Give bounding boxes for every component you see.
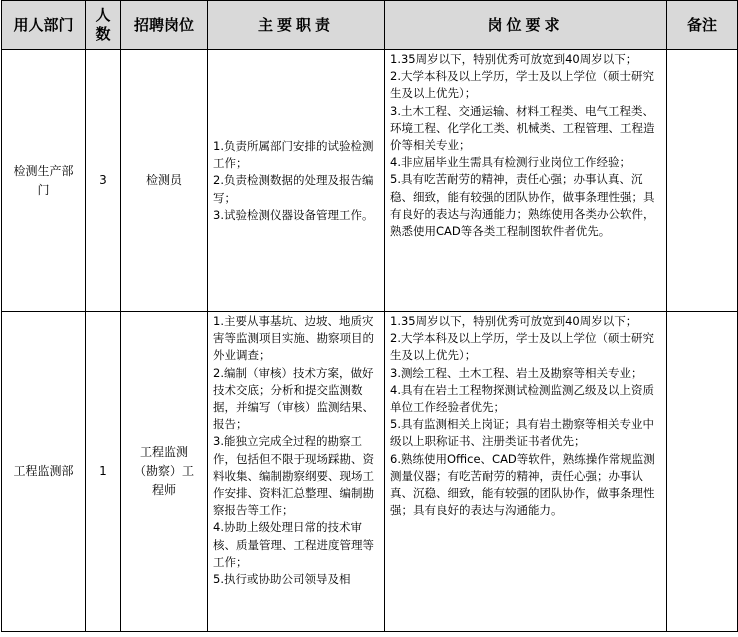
requirement-item: 6.熟练使用Office、CAD等软件，熟练操作常规监测测量仪器；有吃苦耐劳的精神，责任心强；办事认真、沉稳、细致，能有较强的团队协作，做事条理性强；具有良好的表达与沟通能力。: [390, 451, 655, 518]
header-notes: 备注: [667, 1, 738, 50]
requirement-item: 1.35周岁以下，特别优秀可放宽到40周岁以下；: [390, 314, 638, 328]
requirement-item: 4.具有在岩土工程物探测试检测监测乙级及以上资质单位工作经验者优先；: [390, 382, 654, 415]
department-name: 检测生产部门: [13, 163, 74, 197]
department-cell: [2, 312, 86, 632]
header-row: [2, 1, 738, 50]
duty-item: 3.试验检测仪器设备管理工作。: [213, 207, 374, 222]
duty-item: 2.负责检测数据的处理及报告编写；: [213, 173, 374, 205]
header-headcount: [86, 1, 121, 50]
requirement-item: 2.大学本科及以上学历，学士及以上学位（硕士研究生及以上优先）；: [390, 69, 654, 101]
header-requirements: 岗位要求: [385, 1, 667, 50]
duty-item: 2.编制（审核）技术方案，做好技术交底；分析和提交监测数据，并编写（审核）监测结果、报告；: [213, 365, 374, 432]
requirement-item: 3.土木工程、交通运输、材料工程类、电气工程类、环境工程、化学化工类、机械类、工程管理、工程造价等相关专业；: [390, 103, 655, 153]
position-cell: 检测员: [121, 50, 208, 312]
department-cell: [2, 50, 86, 312]
header-duties: 主要职责: [208, 1, 385, 50]
requirement-item: 2.大学本科及以上学历，学士及以上学位（硕士研究生及以上优先）；: [390, 331, 654, 363]
notes-cell: [667, 312, 738, 632]
requirements-cell: [385, 50, 667, 312]
duties-cell: [208, 312, 385, 632]
position-name: 工程监测（勘察）工程师: [133, 445, 194, 497]
requirements-cell: [385, 312, 667, 632]
duty-item: 5.执行或协助公司领导及相: [213, 572, 351, 587]
notes-cell: [667, 50, 738, 312]
header-department: 用人部门: [2, 1, 86, 50]
table-row: [2, 50, 738, 312]
duty-item: 3.能独立完成全过程的勘察工作，包括但不限于现场踩勘、资料收集、编制勘察纲要、现场工作安排、资料汇总整理、编制勘察报告等工作；: [213, 434, 374, 518]
header-position: 招聘岗位: [121, 1, 208, 50]
duty-item: 1.负责所属部门安排的试验检测工作；: [213, 138, 374, 171]
header-headcount-label: 人数: [95, 6, 111, 43]
requirement-item: 5.具有吃苦耐劳的精神，责任心强；办事认真、沉稳、细致，能有较强的团队协作，做事条理性强；具有良好的表达与沟通能力；熟练使用各类办公软件，熟悉使用CAD等各类工程制图软件者优先。: [390, 172, 655, 239]
position-cell: [121, 312, 208, 632]
headcount-cell: 1: [86, 312, 121, 632]
recruitment-table: [1, 0, 738, 632]
requirement-item: 4.非应届毕业生需具有检测行业岗位工作经验；: [390, 155, 631, 170]
requirement-item: 5.具有监测相关上岗证；具有岩土勘察等相关专业中级以上职称证书、注册类证书者优先；: [390, 417, 654, 449]
requirement-item: 3.测绘工程、土木工程、岩土及勘察等相关专业；: [390, 365, 643, 380]
duty-item: 1.主要从事基坑、边坡、地质灾害等监测项目实施、勘察项目的外业调查；: [213, 314, 374, 363]
duties-cell: [208, 50, 385, 312]
headcount-cell: 3: [86, 50, 121, 312]
table-row: [2, 312, 738, 632]
duty-item: 4.协助上级处理日常的技术审核、质量管理、工程进度管理等工作；: [213, 520, 374, 569]
requirement-item: 1.35周岁以下，特别优秀可放宽到40周岁以下；: [390, 52, 638, 66]
department-name: 工程监测部: [13, 464, 74, 478]
